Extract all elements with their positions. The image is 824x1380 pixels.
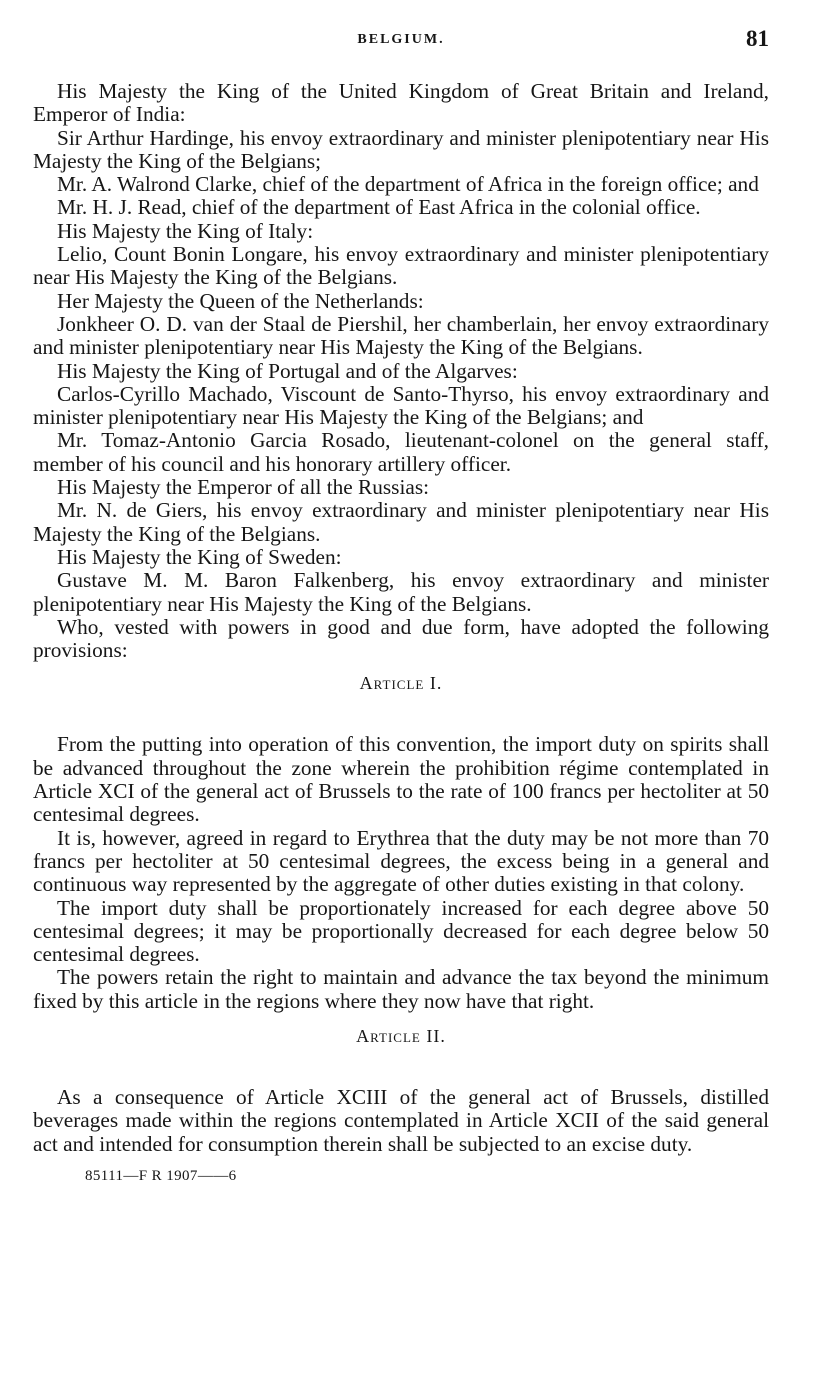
page-number: 81 <box>746 26 769 51</box>
paragraph-plenipotentiary-sweden: His Majesty the King of Sweden: <box>57 544 342 569</box>
document-page <box>33 26 769 1185</box>
paragraph-clarke: Mr. A. Walrond Clarke, chief of the department of Africa in the foreign office; and <box>57 172 759 197</box>
paragraph-plenipotentiary-russia: His Majesty the Emperor of all the Russias: <box>57 475 430 500</box>
paragraph-read: Mr. H. J. Read, chief of the department of East Africa in the colonial office. <box>57 195 701 220</box>
article-1-paragraph: It is, however, agreed in regard to Erythrea that the duty may be not more than 70 francs per hectoliter at 50 centesimal degrees, the excess being in a general and continuous way represented by the aggregate of other duties existing in that colony. <box>33 825 769 897</box>
paragraph-machado: Carlos-Cyrillo Machado, Viscount de Santo-Thyrso, his envoy extraordinary and minister plenipotentiary near His Majesty the King of the Belgians; and <box>33 381 769 430</box>
running-head: BELGIUM. <box>357 32 445 47</box>
signature-mark: 85111—F R 1907——6 <box>85 1167 237 1184</box>
paragraph-de-giers: Mr. N. de Giers, his envoy extraordinary and minister plenipotentiary near His Majesty the King of the Belgians. <box>33 498 769 546</box>
article-1-paragraph: The import duty shall be proportionately increased for each degree above 50 centesimal degrees; it may be proportionally decreased for each degree below 50 centesimal degrees. <box>33 895 769 967</box>
paragraph-van-der-staal: Jonkheer O. D. van der Staal de Piershil, her chamberlain, her envoy extraordinary and minister plenipotentiary near His Majesty the King of the Belgians. <box>33 311 769 360</box>
paragraph-hardinge: Sir Arthur Hardinge, his envoy extraordinary and minister plenipotentiary near His Majesty the King of the Belgians; <box>33 125 769 173</box>
paragraph-longare: Lelio, Count Bonin Longare, his envoy extraordinary and minister plenipotentiary near His Majesty the King of the Belgians. <box>33 242 769 290</box>
paragraph-provisions: Who, vested with powers in good and due form, have adopted the following provisions: <box>33 614 769 663</box>
article-1-paragraph: From the putting into operation of this convention, the import duty on spirits shall be advanced throughout the zone wherein the prohibition régime contemplated in Article XCI of the general act of Brussels to the rate of 100 francs per hectoliter at 50 centesimal degrees. <box>33 732 769 827</box>
article-1-heading: Article I. <box>359 673 443 694</box>
article-2-paragraph: As a consequence of Article XCIII of the general act of Brussels, distilled beverages made within the regions contemplated in Article XCII of the said general act and intended for consumption therein shall be subjected to an excise duty. <box>33 1084 769 1156</box>
document-body <box>33 80 769 1156</box>
paragraph-plenipotentiary-netherlands: Her Majesty the Queen of the Netherlands: <box>57 288 424 313</box>
article-1-paragraph: The powers retain the right to maintain and advance the tax beyond the minimum fixed by this article in the regions where they now have that right. <box>33 965 769 1013</box>
page-header <box>33 26 769 62</box>
paragraph-falkenberg: Gustave M. M. Baron Falkenberg, his envoy extraordinary and minister plenipotentiary near His Majesty the King of the Belgians. <box>33 568 769 616</box>
paragraph-plenipotentiary-portugal: His Majesty the King of Portugal and of the Algarves: <box>57 358 518 383</box>
paragraph-rosado: Mr. Tomaz-Antonio Garcia Rosado, lieutenant-colonel on the general staff, member of his council and his honorary artillery officer. <box>33 428 769 476</box>
paragraph-plenipotentiary-uk: His Majesty the King of the United Kingdom of Great Britain and Ireland, Emperor of India: <box>33 79 769 127</box>
article-2-heading: Article II. <box>356 1025 446 1046</box>
paragraph-plenipotentiary-italy: His Majesty the King of Italy: <box>57 218 314 243</box>
